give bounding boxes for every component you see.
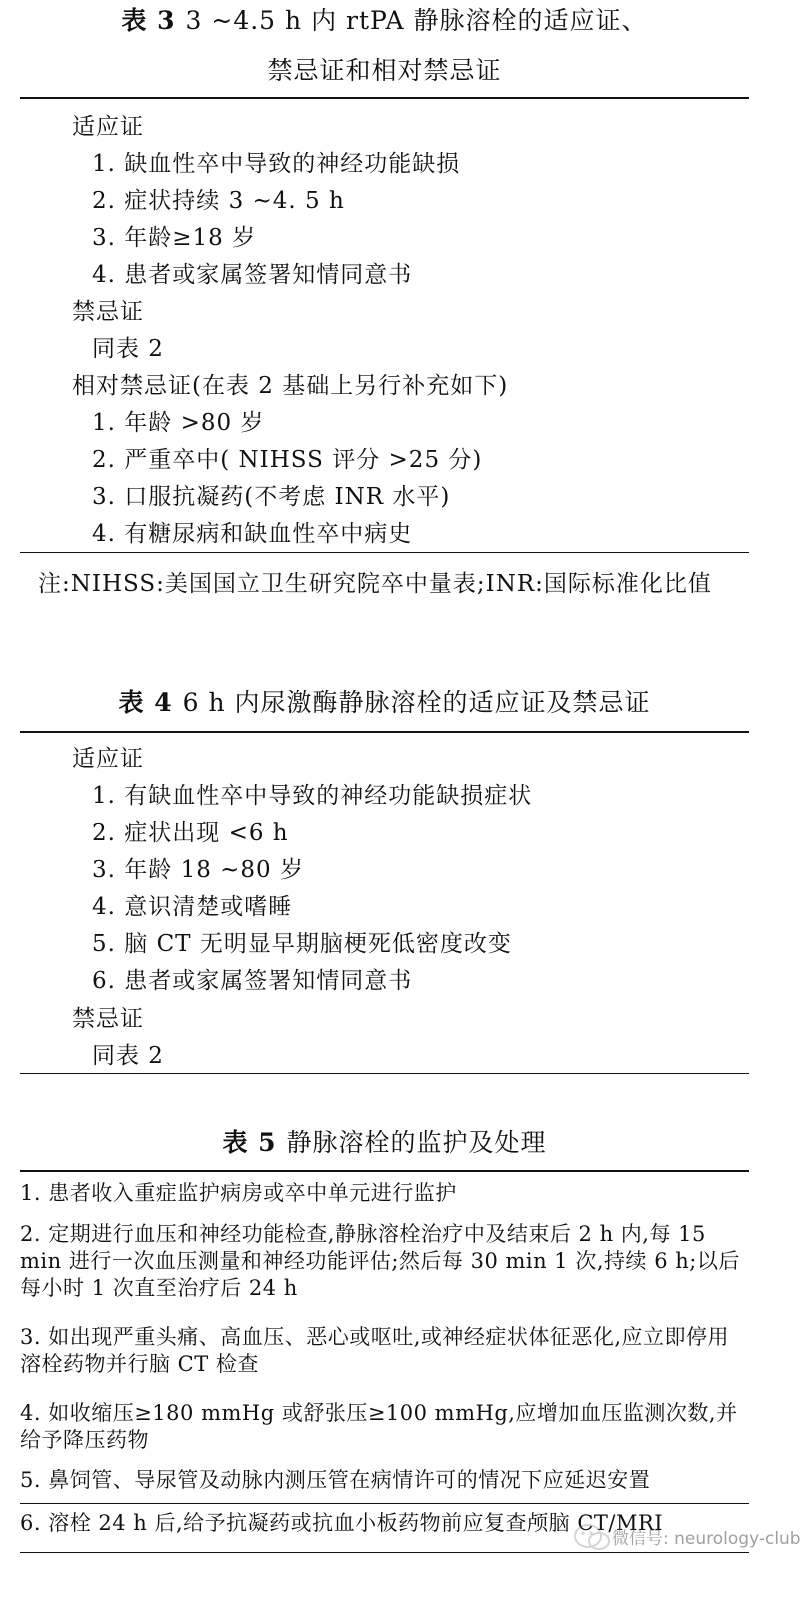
table5-top-rule bbox=[20, 1170, 749, 1172]
table3-bottom-rule bbox=[20, 552, 749, 553]
table5-item: 6. 溶栓 24 h 后,给予抗凝药或抗血小板药物前应复查颅脑 CT/MRI bbox=[20, 1511, 664, 1535]
table3-label: 表 3 bbox=[121, 6, 176, 35]
table3-relative-heading: 相对禁忌证(在表 2 基础上另行补充如下) bbox=[72, 373, 509, 399]
table4-indication-item: 6. 患者或家属签署知情同意书 bbox=[92, 968, 413, 994]
table3-indications-heading: 适应证 bbox=[72, 114, 144, 140]
table3-indication-item: 2. 症状持续 3 ~4. 5 h bbox=[92, 188, 345, 214]
table3-title bbox=[0, 2, 769, 40]
table3-contra-same: 同表 2 bbox=[92, 336, 164, 362]
table4-indication-item: 3. 年龄 18 ~80 岁 bbox=[92, 857, 304, 883]
table4-indications-heading: 适应证 bbox=[72, 746, 144, 772]
table5-label: 表 5 bbox=[222, 1128, 277, 1157]
table5-item: 5. 鼻饲管、导尿管及动脉内测压管在病情许可的情况下应延迟安置 bbox=[20, 1468, 651, 1492]
table4-bottom-rule bbox=[20, 1073, 749, 1074]
table3-relative-item: 4. 有糖尿病和缺血性卒中病史 bbox=[92, 521, 413, 547]
table5-title-text: 静脉溶栓的监护及处理 bbox=[286, 1128, 547, 1157]
table5-item: 3. 如出现严重头痛、高血压、恶心或呕吐,或神经症状体征恶化,应立即停用溶栓药物并行脑 CT 检查 bbox=[20, 1325, 730, 1376]
table4-title-text: 6 h 内尿激酶静脉溶栓的适应证及禁忌证 bbox=[182, 688, 651, 717]
table5-row-rule bbox=[20, 1503, 749, 1504]
table3-title-line1: 3 ~4.5 h 内 rtPA 静脉溶栓的适应证、 bbox=[185, 6, 648, 35]
table4-indication-item: 4. 意识清楚或嗜睡 bbox=[92, 894, 293, 920]
watermark-text: 微信号: neurology-club bbox=[612, 1529, 801, 1549]
table4-top-rule bbox=[20, 731, 749, 733]
table4-title bbox=[0, 684, 769, 722]
table3-relative-item: 1. 年龄 >80 岁 bbox=[92, 410, 265, 436]
table4-contra-same: 同表 2 bbox=[92, 1043, 164, 1069]
table3-contra-heading: 禁忌证 bbox=[72, 299, 144, 325]
table3-relative-item: 2. 严重卒中( NIHSS 评分 >25 分) bbox=[92, 447, 483, 473]
table4-label: 表 4 bbox=[118, 688, 173, 717]
table5-item: 4. 如收缩压≥180 mmHg 或舒张压≥100 mmHg,应增加血压监测次数,并给予降压药物 bbox=[20, 1401, 738, 1452]
table4-indication-item: 5. 脑 CT 无明显早期脑梗死低密度改变 bbox=[92, 931, 512, 957]
table3-indication-item: 3. 年龄≥18 岁 bbox=[92, 225, 257, 251]
table5-bottom-rule bbox=[20, 1552, 749, 1553]
table3-title-line2: 禁忌证和相对禁忌证 bbox=[267, 56, 502, 85]
table5-item: 2. 定期进行血压和神经功能检查,静脉溶栓治疗中及结束后 2 h 内,每 15 min 进行一次血压测量和神经功能评估;然后每 30 min 1 次,持续 6 h;以后每小时 1 次直至治疗后 24 h bbox=[20, 1222, 740, 1300]
table5-title bbox=[0, 1124, 769, 1162]
table5-item: 1. 患者收入重症监护病房或卒中单元进行监护 bbox=[20, 1181, 457, 1205]
table4-indication-item: 2. 症状出现 <6 h bbox=[92, 820, 289, 846]
table3-top-rule bbox=[20, 97, 749, 99]
table3-note: 注:NIHSS:美国国立卫生研究院卒中量表;INR:国际标准化比值 bbox=[38, 571, 712, 597]
table4-indication-item: 1. 有缺血性卒中导致的神经功能缺损症状 bbox=[92, 783, 533, 809]
table3-indication-item: 4. 患者或家属签署知情同意书 bbox=[92, 262, 413, 288]
table3-relative-item: 3. 口服抗凝药(不考虑 INR 水平) bbox=[92, 484, 451, 510]
table3-indication-item: 1. 缺血性卒中导致的神经功能缺损 bbox=[92, 151, 461, 177]
table4-contra-heading: 禁忌证 bbox=[72, 1006, 144, 1032]
